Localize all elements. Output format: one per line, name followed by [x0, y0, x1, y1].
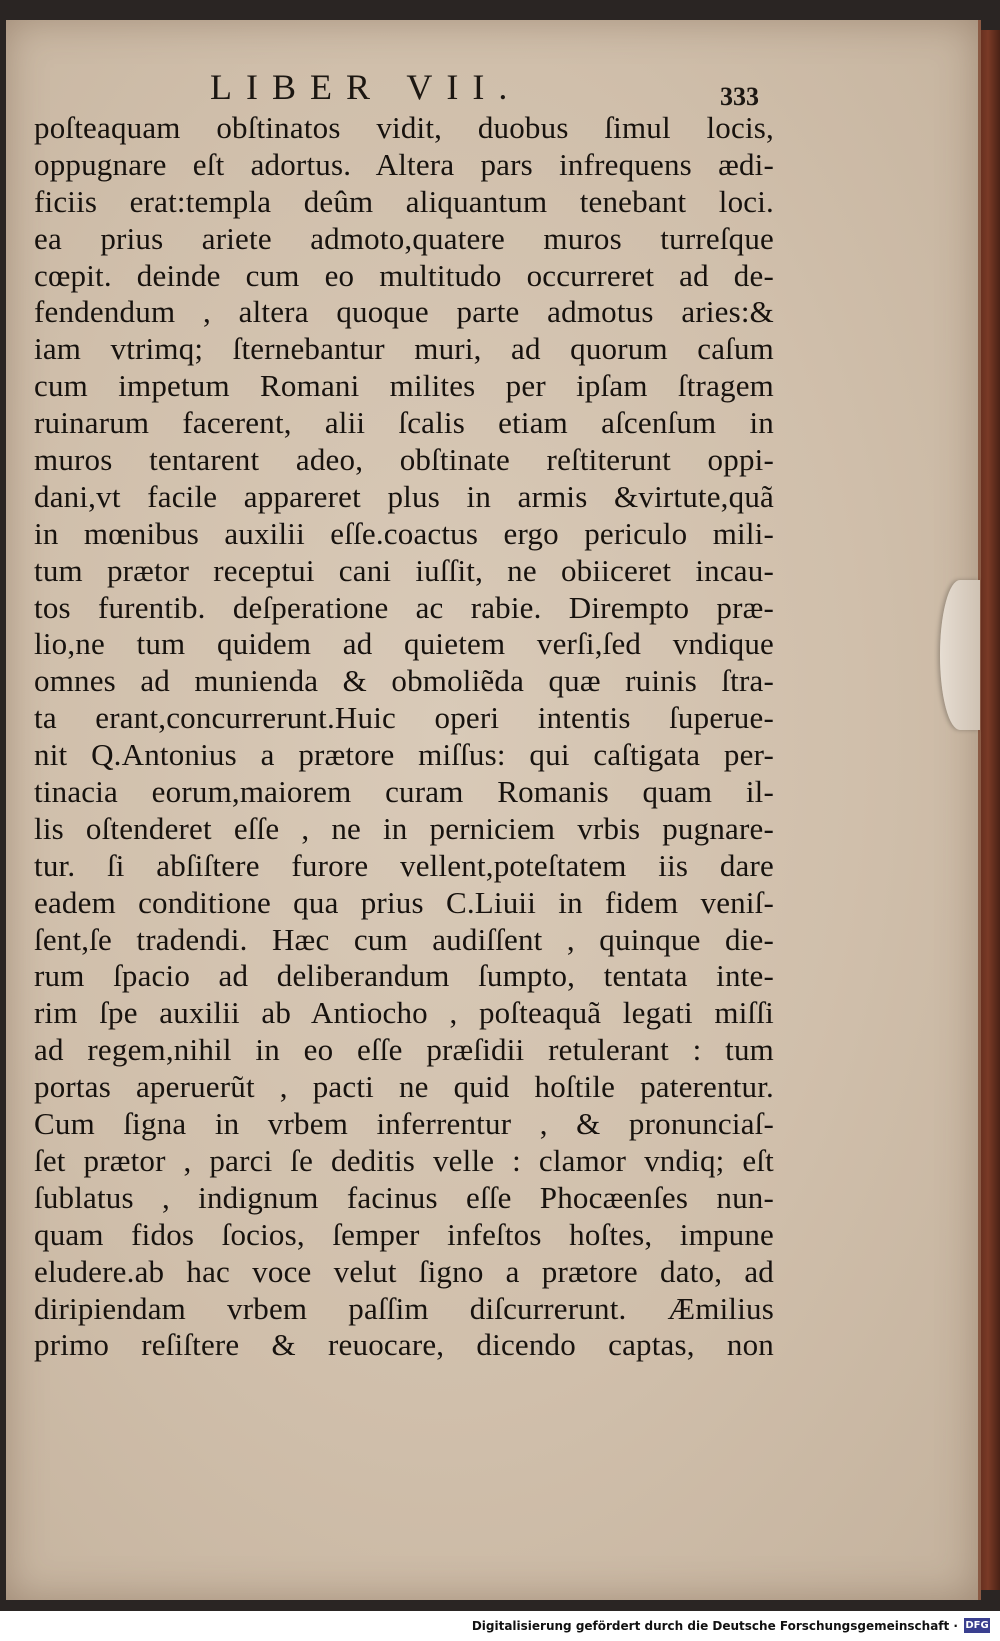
running-head-title: LIBER VII. — [210, 67, 522, 107]
page-tab-marker — [940, 580, 980, 730]
text-line: ad regem,nihil in eo eſſe præſidii retulerant : tum — [34, 1032, 774, 1068]
text-line: rim ſpe auxilii ab Antiocho , poſteaquã legati miſſi — [34, 995, 774, 1031]
running-head — [0, 60, 1000, 111]
dfg-logo: DFG — [965, 1620, 989, 1631]
text-line: poſteaquam obſtinatos vidit, duobus ſimul locis, — [34, 110, 774, 145]
text-line: fendendum , altera quoque parte admotus aries:& — [34, 294, 774, 330]
text-line: cœpit. deinde cum eo multitudo occurreret ad de- — [34, 257, 774, 293]
text-line: lis oſtenderet eſſe , ne in perniciem vrbis pugnare- — [34, 810, 774, 846]
text-line: ſet prætor , parci ſe deditis velle : clamor vndiq; eſt — [34, 1142, 774, 1178]
body-text — [34, 110, 774, 1364]
text-line: cum impetum Romani milites per ipſam ſtragem — [34, 368, 774, 404]
text-line: lio,ne tum quidem ad quietem verſi,ſed vndique — [34, 626, 774, 662]
text-line: tur. ſi abſiſtere furore vellent,poteſtatem iis dare — [34, 847, 774, 883]
text-line: ficiis erat:templa deûm aliquantum tenebant loci. — [34, 183, 774, 219]
text-line: tinacia eorum,maiorem curam Romanis quam il- — [34, 774, 774, 810]
text-line: in mœnibus auxilii eſſe.coactus ergo periculo mili- — [34, 515, 774, 551]
footer-bar — [0, 1611, 1000, 1641]
text-line: ruinarum facerent, alii ſcalis etiam aſcenſum in — [34, 405, 774, 441]
page-number: 333 — [720, 82, 759, 111]
text-line: ſent,ſe tradendi. Hæc cum audiſſent , quinque die- — [34, 921, 774, 957]
text-line: eadem conditione qua prius C.Liuii in fidem veniſ- — [34, 884, 774, 920]
text-line: diripiendam vrbem paſſim diſcurrerunt. Æmilius — [34, 1290, 774, 1326]
text-line: oppugnare eſt adortus. Altera pars infrequens ædi- — [34, 146, 774, 182]
text-line: Cum ſigna in vrbem inferrentur , & pronunciaſ- — [34, 1106, 774, 1142]
text-line: nit Q.Antonius a prætore miſſus: qui caſtigata per- — [34, 737, 774, 773]
text-line: primo reſiſtere & reuocare, dicendo captas, non — [34, 1327, 774, 1363]
text-line: omnes ad munienda & obmoliẽda quæ ruinis ſtra- — [34, 663, 774, 699]
text-line: muros tentarent adeo, obſtinate reſtiterunt oppi- — [34, 442, 774, 478]
text-line: tos furentib. deſperatione ac rabie. Dirempto præ- — [34, 589, 774, 625]
text-line: ſublatus , indignum facinus eſſe Phocæenſes nun- — [34, 1179, 774, 1215]
text-line: portas aperuerũt , pacti ne quid hoſtile paterentur. — [34, 1069, 774, 1105]
text-line: tum prætor receptui cani iuſſit, ne obiiceret incau- — [34, 552, 774, 588]
text-line: ea prius ariete admoto,quatere muros turreſque — [34, 220, 774, 256]
text-line: quam fidos ſocios, ſemper infeſtos hoſtes, impune — [34, 1216, 774, 1252]
funding-credit: Digitalisierung gefördert durch die Deutsche Forschungsgemeinschaft · — [471, 1619, 958, 1633]
text-line: ta erant,concurrerunt.Huic operi intentis ſuperue- — [34, 700, 774, 736]
text-line: eludere.ab hac voce velut ſigno a prætore dato, ad — [34, 1253, 774, 1289]
text-line: iam vtrimq; ſternebantur muri, ad quorum caſum — [34, 331, 774, 367]
text-line: rum ſpacio ad deliberandum ſumpto, tentata inte- — [34, 958, 774, 994]
text-line: dani,vt facile appareret plus in armis &virtute,quã — [34, 478, 774, 514]
